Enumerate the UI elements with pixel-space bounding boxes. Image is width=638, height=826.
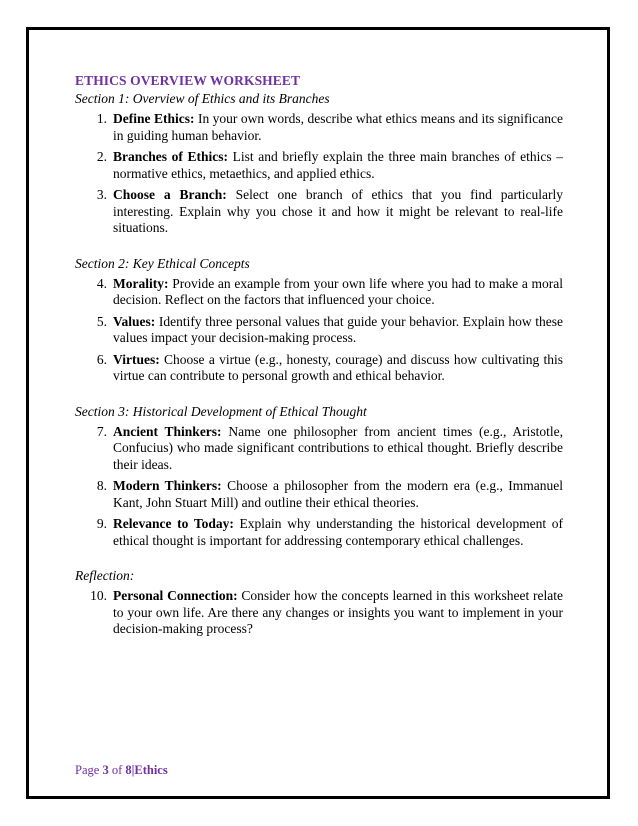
section-1 — [75, 90, 563, 237]
question-body: Consider how the concepts learned in this worksheet relate to your own life. Are there any changes or insights you want to implement in your decision-making process? — [113, 588, 563, 636]
question-body: Explain why understanding the historical development of ethical thought is important for addressing contemporary ethical challenges. — [113, 516, 563, 548]
section-3 — [75, 403, 563, 550]
question-item — [75, 352, 563, 385]
question-number: 3. — [96, 187, 107, 202]
question-term: Define Ethics: — [113, 111, 195, 126]
section-heading: Section 3: Historical Development of Ethical Thought — [75, 403, 367, 419]
question-text — [113, 478, 563, 511]
question-term: Relevance to Today: — [113, 516, 234, 531]
question-number: 8. — [96, 478, 107, 493]
question-item — [75, 187, 563, 237]
question-term: Virtues: — [113, 351, 160, 367]
footer-page-word: Page — [75, 763, 100, 777]
question-body: In your own words, describe what ethics means and its significance in guiding human behavior. — [113, 111, 563, 143]
question-term: Branches of Ethics: — [113, 149, 228, 164]
question-number: 4. — [96, 275, 107, 291]
question-item — [75, 478, 563, 511]
question-number: 2. — [96, 149, 107, 164]
question-body: Identify three personal values that guide your behavior. Explain how these values impact your decision-making process. — [113, 313, 563, 345]
question-number: 6. — [96, 351, 107, 367]
question-term: Morality: — [113, 275, 169, 291]
question-body: Choose a philosopher from the modern era (e.g., Immanuel Kant, John Stuart Mill) and outline their ethical theories. — [113, 478, 564, 510]
footer-of-word: of — [111, 763, 123, 777]
footer-separator: | — [131, 763, 135, 777]
section-heading: Reflection: — [75, 568, 135, 583]
question-item — [75, 588, 563, 638]
question-text — [113, 516, 563, 549]
question-text — [113, 276, 563, 309]
question-text — [113, 111, 563, 144]
question-term: Modern Thinkers: — [113, 478, 222, 493]
footer-label: Ethics — [134, 763, 168, 777]
page-footer — [75, 763, 168, 778]
question-item — [75, 111, 563, 144]
question-number: 5. — [96, 313, 107, 329]
question-body: List and briefly explain the three main branches of ethics – normative ethics, metaethics, and applied ethics. — [113, 149, 564, 181]
question-number: 7. — [96, 423, 107, 439]
question-term: Personal Connection: — [113, 588, 238, 603]
footer-page-total: 8 — [125, 763, 132, 777]
question-item — [75, 276, 563, 309]
section-heading: Section 2: Key Ethical Concepts — [75, 255, 250, 271]
question-term: Choose a Branch: — [113, 187, 227, 202]
question-number: 9. — [96, 516, 107, 531]
question-body: Name one philosopher from ancient times (e.g., Aristotle, Confucius) who made significant contributions to ethical thought. Briefly describe their ideas. — [113, 423, 564, 472]
question-item — [75, 424, 563, 474]
question-item — [75, 516, 563, 549]
question-text — [113, 588, 563, 638]
question-body: Provide an example from your own life where you had to make a moral decision. Reflect on the factors that influenced your choice. — [113, 275, 564, 307]
question-number: 1. — [96, 111, 107, 126]
worksheet-title: ETHICS OVERVIEW WORKSHEET — [75, 73, 301, 88]
question-text — [113, 352, 563, 385]
question-term: Ancient Thinkers: — [113, 423, 222, 439]
footer-page-current: 3 — [102, 763, 109, 777]
section-heading: Section 1: Overview of Ethics and its Branches — [75, 91, 330, 106]
question-item — [75, 314, 563, 347]
question-item — [75, 149, 563, 182]
worksheet-content — [75, 72, 563, 656]
question-text — [113, 424, 563, 474]
question-text — [113, 314, 563, 347]
question-text — [113, 149, 563, 182]
question-number: 10. — [90, 588, 107, 603]
section-2 — [75, 255, 563, 385]
question-term: Values: — [113, 313, 156, 329]
question-body: Choose a virtue (e.g., honesty, courage) and discuss how cultivating this virtue can contribute to personal growth and ethical behavior. — [113, 351, 564, 383]
section-reflection — [75, 567, 563, 638]
question-text — [113, 187, 563, 237]
question-body: Select one branch of ethics that you find particularly interesting. Explain why you chose it and how it might be relevant to real-life situations. — [113, 187, 563, 235]
